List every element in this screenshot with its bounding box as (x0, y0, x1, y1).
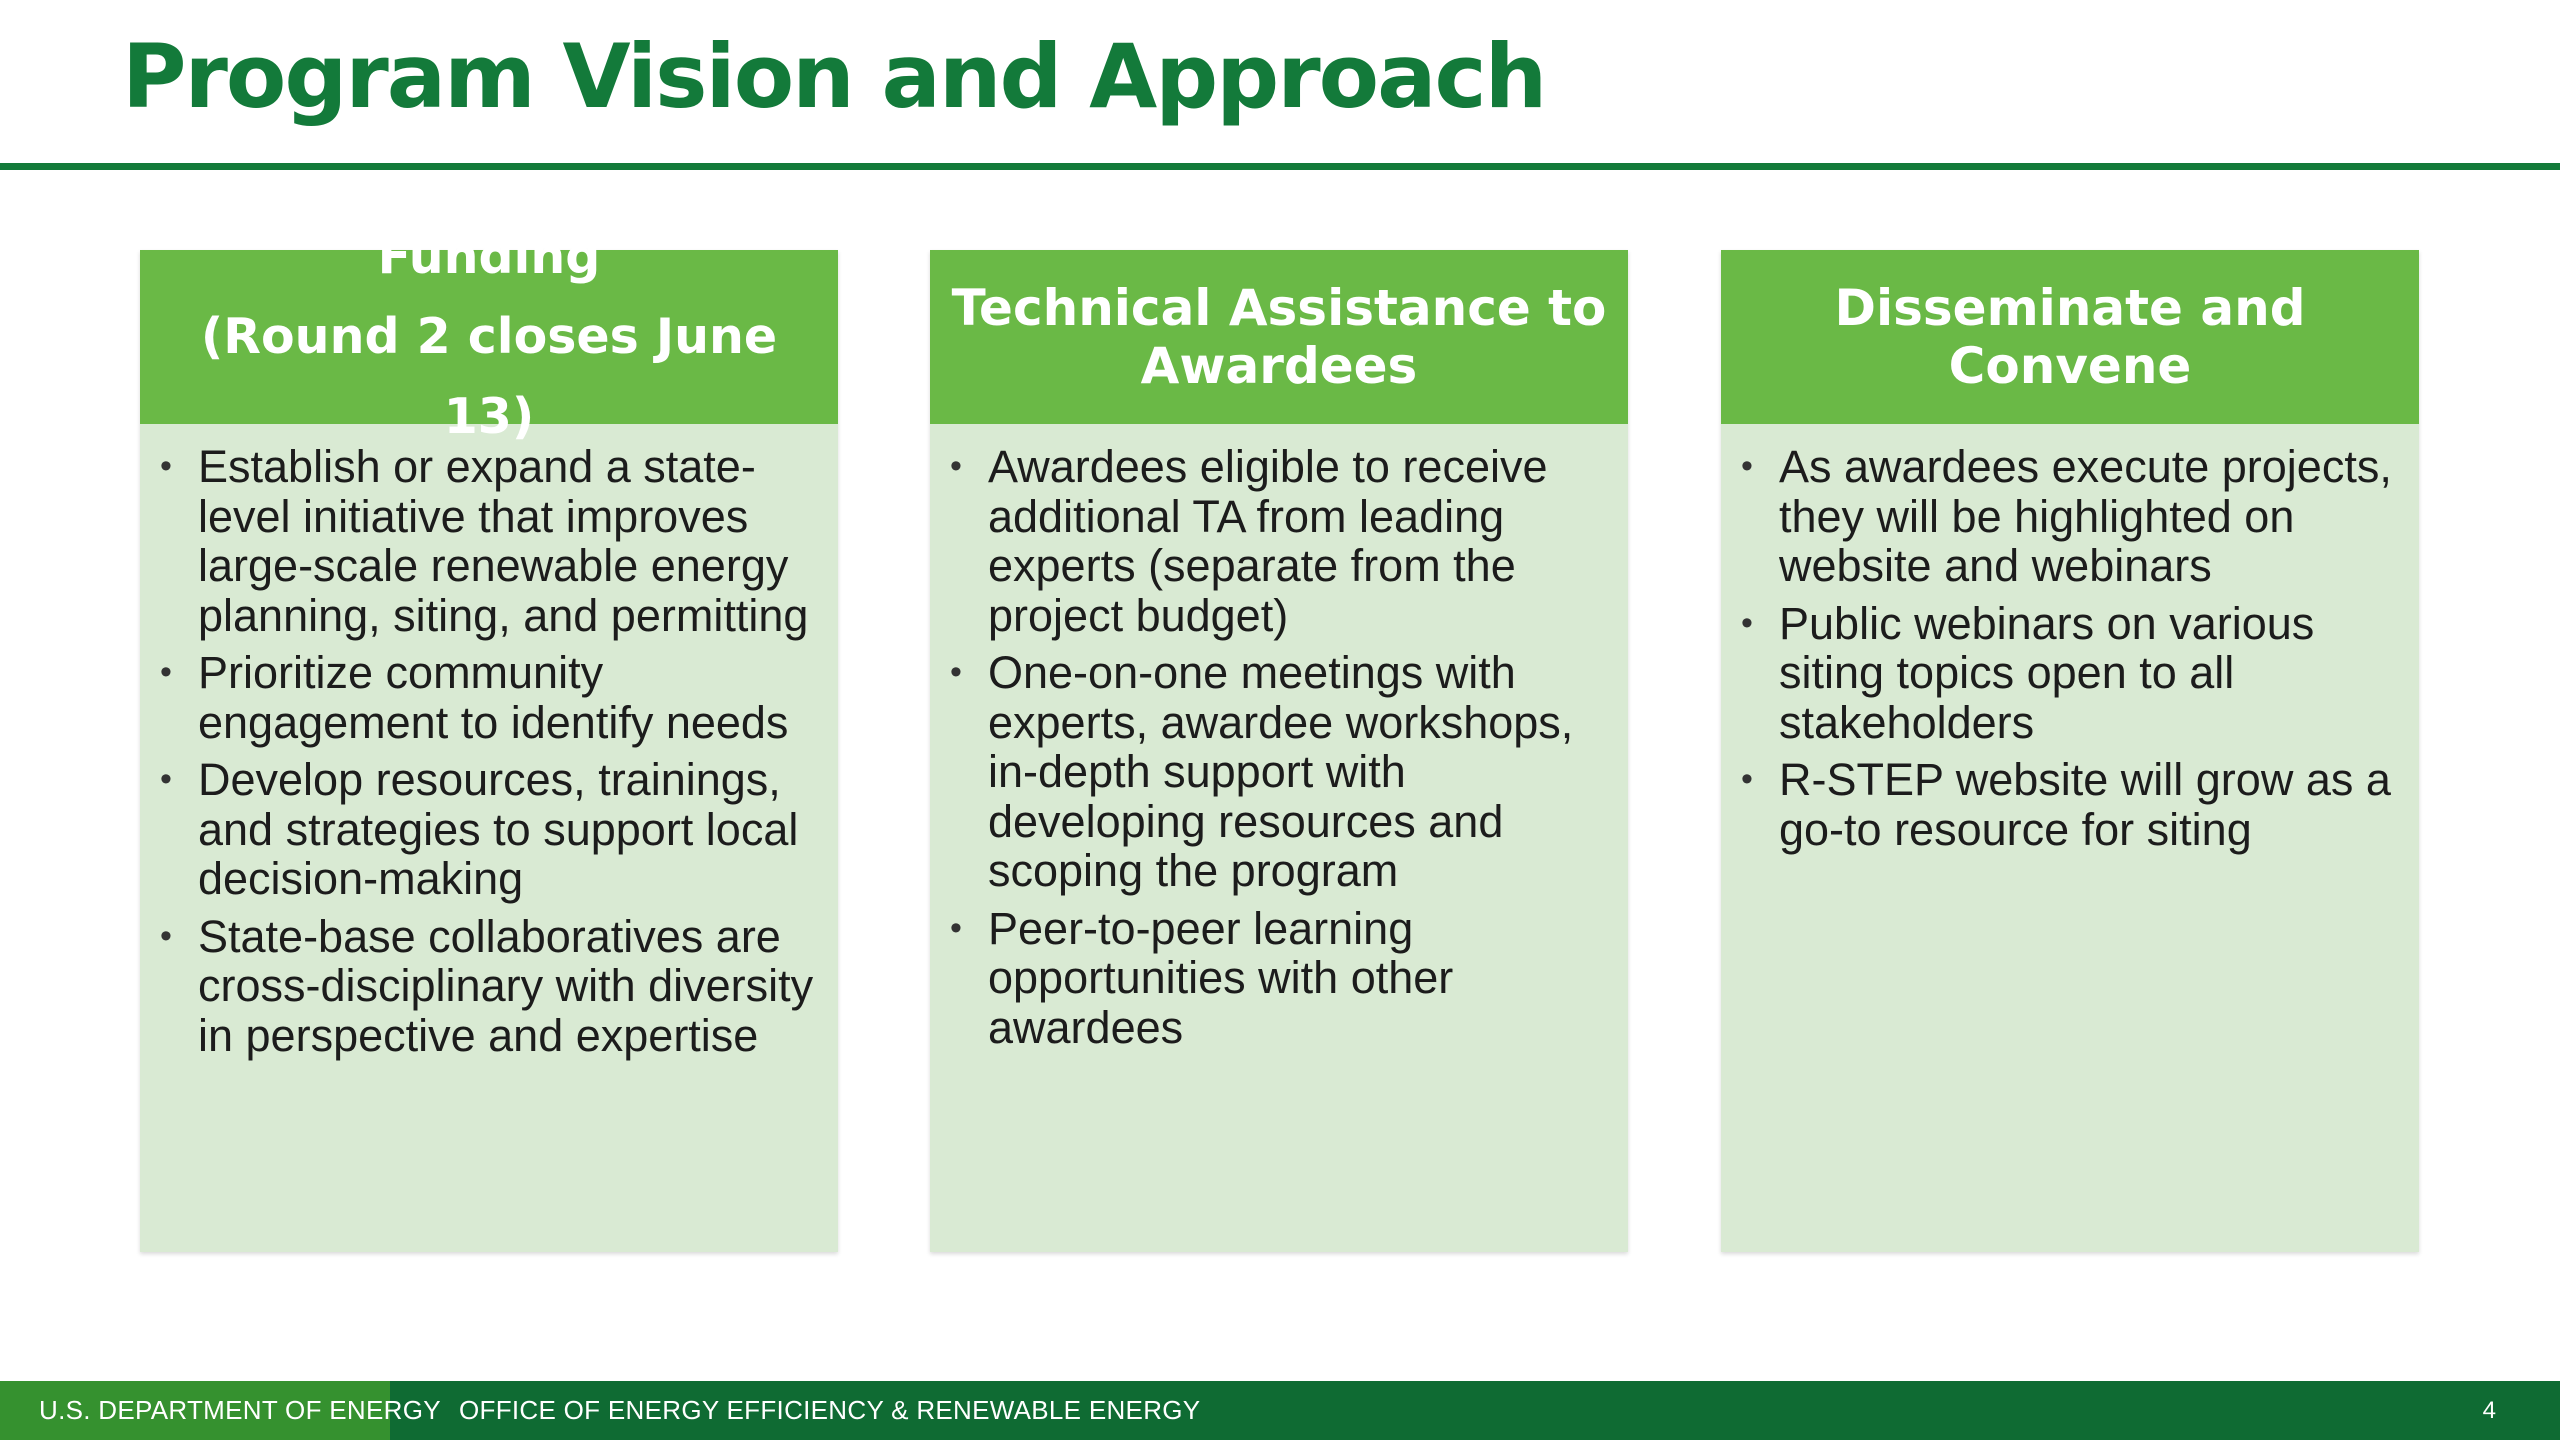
funding-column (140, 228, 838, 1252)
footer-department: U.S. DEPARTMENT OF ENERGY (39, 1395, 441, 1425)
disseminate-header (1721, 250, 2419, 424)
disseminate-header-line-1: Disseminate and (1834, 279, 2306, 337)
footer-office: OFFICE OF ENERGY EFFICIENCY & RENEWABLE ENERGY (459, 1395, 1201, 1425)
slide-title: Program Vision and Approach (122, 25, 1546, 128)
funding-bullet-list (140, 424, 838, 1060)
bullet-item: • Awardees eligible to receive additional TA from leading experts (separate from the project budget) (988, 442, 1608, 640)
bullet-item: • Prioritize community engagement to identify needs (198, 648, 818, 747)
funding-header (140, 228, 838, 445)
page-number: 4 (2482, 1397, 2496, 1424)
bullet-item: • One-on-one meetings with experts, awardee workshops, in-depth support with developing resources and scoping the program (988, 648, 1608, 896)
bullet-item: • As awardees execute projects, they will be highlighted on website and webinars (1779, 442, 2399, 591)
funding-header-line-2: (Round 2 closes June 13) (200, 308, 778, 445)
bullet-item: • Peer-to-peer learning opportunities with other awardees (988, 904, 1608, 1053)
bullet-item: • Public webinars on various siting topics open to all stakeholders (1779, 599, 2399, 748)
footer-bar (0, 1381, 2560, 1440)
disseminate-bullet-list (1721, 424, 2419, 854)
technical-assistance-header-line-1: Technical Assistance to (951, 279, 1607, 337)
bullet-item: • R-STEP website will grow as a go-to resource for siting (1779, 755, 2399, 854)
bullet-item: • Develop resources, trainings, and strategies to support local decision-making (198, 755, 818, 904)
title-divider (0, 163, 2560, 170)
funding-header-line-1: Funding (377, 228, 601, 285)
disseminate-header-line-2: Convene (1948, 337, 2192, 395)
technical-assistance-header (930, 250, 1628, 424)
technical-assistance-column (930, 250, 1628, 1252)
technical-assistance-header-line-2: Awardees (1140, 337, 1418, 395)
bullet-item: • Establish or expand a state-level initiative that improves large-scale renewable energy planning, siting, and permitting (198, 442, 818, 640)
technical-assistance-bullet-list (930, 424, 1628, 1052)
disseminate-column (1721, 250, 2419, 1252)
bullet-item: • State-base collaboratives are cross-disciplinary with diversity in perspective and expertise (198, 912, 818, 1061)
